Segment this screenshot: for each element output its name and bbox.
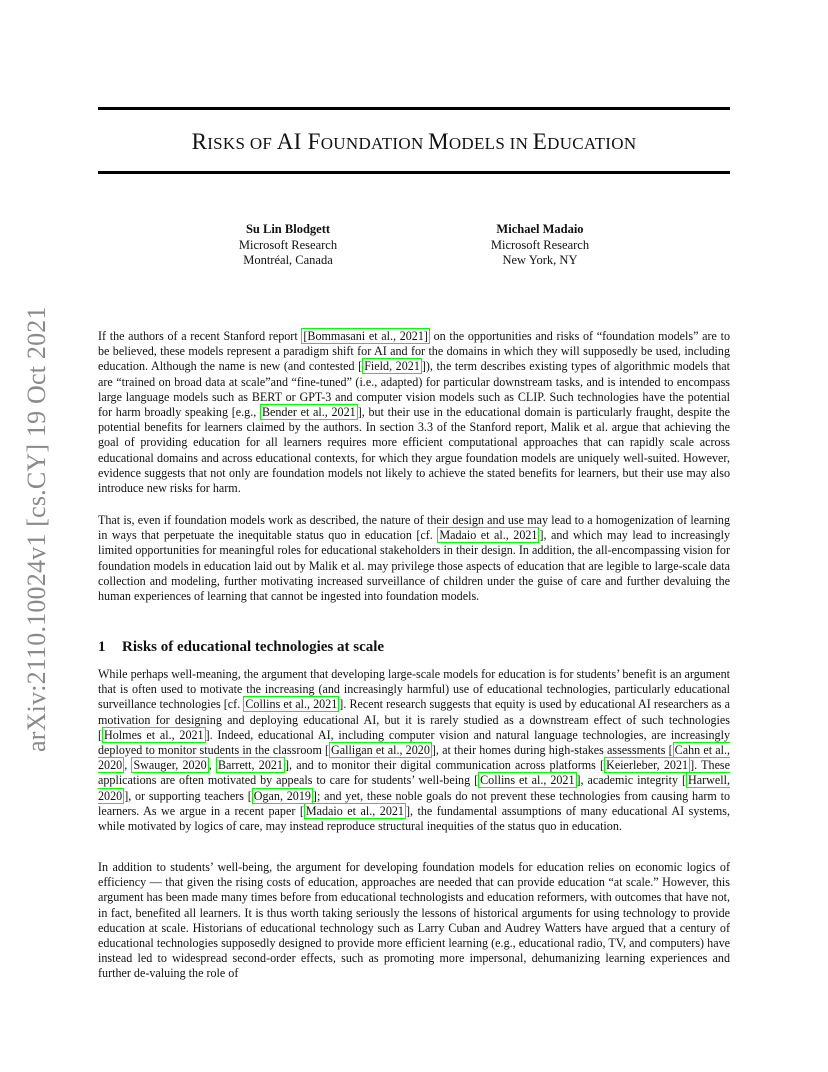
paragraph-1: If the authors of a recent Stanford report [Bommasani et al., 2021] on the opportunities and risks of “foundation models” are to be believed, these models represent a paradigm shift for AI and for the domains in which they will supposedly be used, including education. Although the name is new (and contested [ Field, 2021 ]), the term describes existing types of algorithmic models that are “trained on broad data at scale”and “fine-tuned” (i.e., adapted) for particular downstream tasks, and is intended to encompass large language models such as BERT or GPT-3 and computer vision models such as CLIP. Such technologies have the potential for harm broadly speaking [e.g., Bender et al., 2021 ], but their use in the educational domain is particularly fraught, despite the potential benefits for learners claimed by the authors. In section 3.3 of the Stanford report, Malik et al. argue that achieving the goal of providing education for all learners requires more efficient computational approaches that can rapidly scale across educational domains and across educational contexts, for which they argue foundation models are uniquely well-suited. However, evidence suggests that not only are foundation models not likely to achieve the stated benefits for learners, but their use may also introduce new risks for harm. — [98, 329, 731, 496]
paragraph-2: That is, even if foundation models work as described, the nature of their design and use may lead to a homogenization of learning in ways that perpetuate the inequitable status quo in education [cf. Madaio et al., 2021 ], and which may lead to increasingly limited opportunities for meaningful roles for educational stakeholders in their design. In addition, the all-encompassing vision for foundation models in education laid out by Malik et al. may privilege those aspects of education that are legible to large-scale data collection and modeling, further motivating increased surveillance of children under the guise of care and further devaluing the human experiences of learning that cannot be ingested into foundation models. — [98, 513, 731, 604]
author-name: Su Lin Blodgett — [245, 222, 331, 236]
section-title: Risks of educational technologies at scale — [122, 639, 385, 655]
author-affiliation: Microsoft Research — [490, 237, 590, 252]
citation-link[interactable]: Madaio et al., 2021 — [439, 528, 538, 543]
author-block-2 — [430, 222, 650, 269]
title-rule-bottom — [98, 171, 730, 174]
author-location: Montréal, Canada — [243, 253, 333, 267]
citation-link[interactable]: Swauger, 2020 — [133, 758, 207, 773]
citation-link[interactable]: Collins et al., 2021 — [480, 773, 575, 788]
section-number: 1 — [98, 639, 106, 655]
citation-link[interactable]: Keierleber, 2021 — [606, 758, 689, 773]
paragraph-4: In addition to students’ well-being, the argument for developing foundation models for education relies on economic logics of efficiency — that given the rising costs of education, approaches are needed that can provide education “at scale.” However, this argument has been made many times before from educational technologists and education reformers, with outcomes that have not, in fact, benefited all learners. It is thus worth taking seriously the lessons of historical arguments for using technology to provide education at scale. Historians of educational technology such as Larry Cuban and Audrey Watters have argued that a century of educational technologies supposedly designed to provide more efficient learning (e.g., educational radio, TV, and computers) have instead led to widespread second-order effects, such as promoting more impersonal, dehumanizing learning experiences and further de-valuing the role of — [98, 860, 730, 981]
author-location: New York, NY — [502, 253, 578, 267]
citation-link[interactable]: Cahn et al., 2020 — [98, 743, 731, 773]
citation-link[interactable]: Galligan et al., 2020 — [331, 743, 430, 758]
arxiv-stamp: arXiv:2110.10024v1 [cs.CY] 19 Oct 2021 — [22, 306, 51, 752]
citation-link[interactable]: Harwell, 2020 — [98, 773, 730, 803]
paragraph-3: While perhaps well-meaning, the argument that developing large-scale models for education is for students’ benefit is an argument that is often used to motivate the increasing (and increasingly harmful) use of educational technologies, particularly educational surveillance technologies [cf. Collins et al., 2021 ]. Recent research suggests that equity is used by educational AI researchers as a motivation for designing and deploying educational AI, but it is rarely studied as a downstream effect of such technologies [ Holmes et al., 2021 ]. Indeed, educational AI, including computer vision and natural language technologies, are increasingly deployed to monitor students in the classroom [ Galligan et al., 2020 ], at their homes during high-stakes assessments [ Cahn et al., 2020 , Swauger, 2020 , Barrett, 2021 ], and to monitor their digital communication across platforms [ Keierleber, 2021 ]. These applications are often motivated by appeals to care for students’ well-being [ Collins et al., 2021 ], academic integrity [ Harwell, 2020 ], or supporting teachers [ Ogan, 2019 ]; and yet, these noble goals do not prevent these technologies from causing harm to learners. As we argue in a recent paper [ Madaio et al., 2021 ], the fundamental assumptions of many educational AI systems, while motivated by logics of care, may instead reproduce structural inequities of the status quo in education. — [98, 667, 731, 834]
paper-title: RISKS OF AI FOUNDATION MODELS IN EDUCATION — [191, 129, 637, 154]
author-block-1 — [178, 222, 398, 269]
citation-link[interactable]: Field, 2021 — [364, 359, 420, 374]
author-affiliation: Microsoft Research — [238, 237, 338, 252]
section-heading — [98, 639, 384, 656]
citation-link[interactable]: [Bommasani et al., 2021] — [303, 329, 428, 343]
citation-link[interactable]: Madaio et al., 2021 — [305, 803, 404, 818]
citation-link[interactable]: Bender et al., 2021 — [261, 405, 356, 420]
citation-link[interactable]: Barrett, 2021 — [217, 758, 283, 773]
title-rule-top — [98, 107, 730, 110]
citation-link[interactable]: Holmes et al., 2021 — [104, 727, 204, 742]
citation-link[interactable]: Ogan, 2019 — [253, 788, 311, 803]
citation-link[interactable]: Collins et al., 2021 — [245, 697, 338, 712]
author-name: Michael Madaio — [496, 222, 584, 236]
